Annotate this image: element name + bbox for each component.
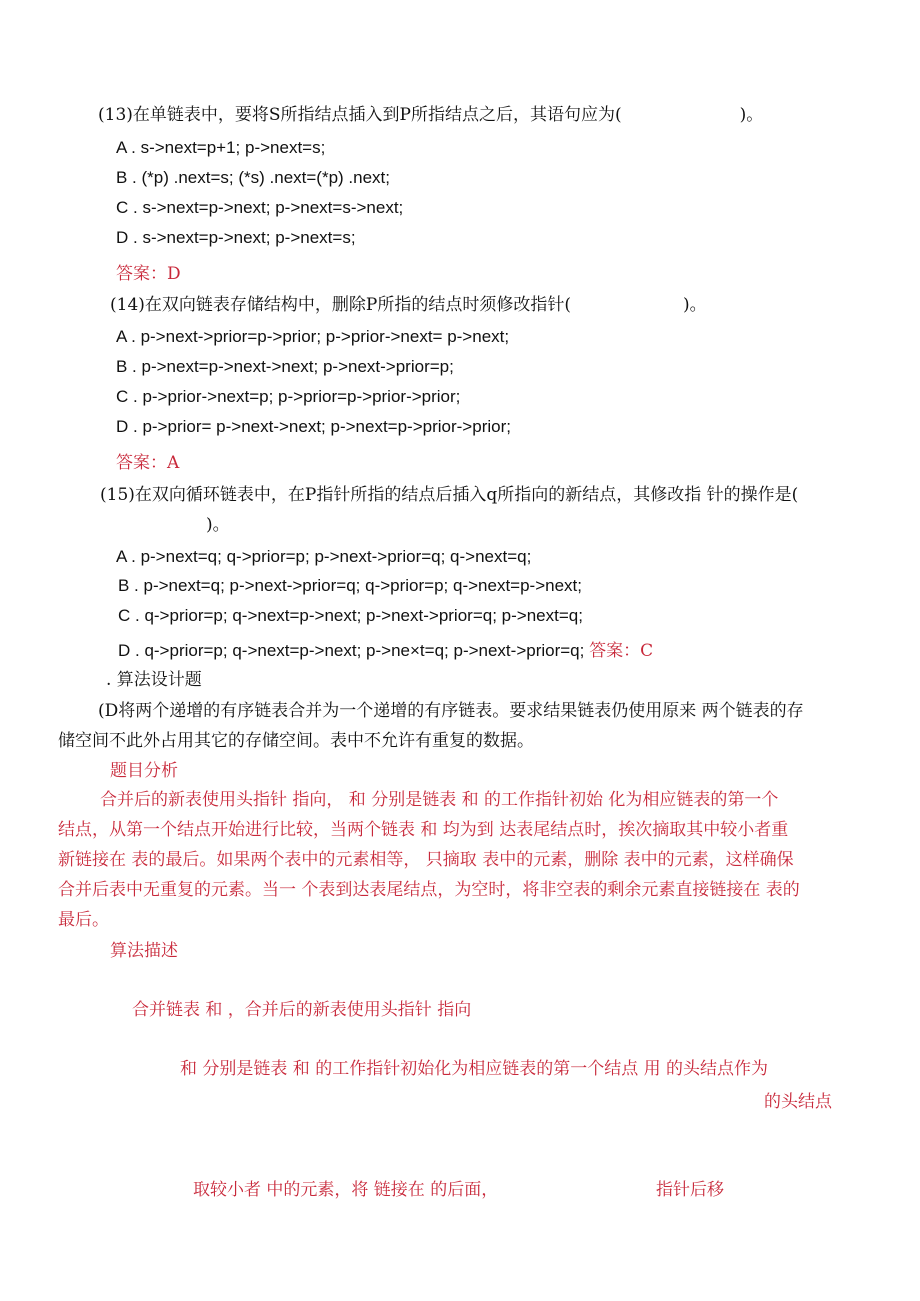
analysis-line-1: 合并后的新表使用头指针 指向， 和 分别是链表 和 的工作指针初始 化为相应链表的第一个 (100, 790, 779, 810)
analysis-line-4: 合并后表中无重复的元素。当一 个表到达表尾结点，为空时，将非空表的剩余元素直接链接在 表的 (58, 880, 800, 900)
q15-stem: (15)在双向循环链表中，在P指针所指的结点后插入q所指向的新结点，其修改指 针的操作是( (100, 485, 799, 505)
q13-stem-text: (13)在单链表中，要将S所指结点插入到P所指结点之后，其语句应为( (98, 105, 622, 125)
desc-line-1: 合并链表 和 ，合并后的新表使用头指针 指向 (132, 1000, 472, 1020)
section-heading: . 算法设计题 (106, 670, 202, 690)
q14-option-a: A . p->next->prior=p->prior; p->prior->next= p->next; (116, 327, 510, 346)
q14-option-d: D . p->prior= p->next->next; p->next=p->prior->prior; (116, 417, 511, 436)
analysis-line-2: 结点，从第一个结点开始进行比较，当两个链表 和 均为到 达表尾结点时，挨次摘取其中较小者重 (58, 820, 789, 840)
desc-line-2b: 的头结点 (764, 1092, 832, 1112)
q14-stem (110, 294, 707, 316)
q13-option-b: B . (*p) .next=s; (*s) .next=(*p) .next; (116, 168, 390, 187)
q15-option-a: A . p->next=q; q->prior=p; p->next->prior=q; q->next=q; (116, 547, 532, 566)
q14-stem-text: (14)在双向链表存储结构中，删除P所指的结点时须修改指针( (110, 295, 571, 315)
q13-stem-end: )。 (739, 105, 764, 125)
desc-line-3a: 取较小者 中的元素，将 链接在 的后面， (193, 1180, 499, 1200)
q13-answer: 答案：D (116, 264, 181, 284)
q15-option-d: D . q->prior=p; q->next=p->next; p->ne×t=q; p->next->prior=q; (118, 641, 585, 660)
q15-option-c: C . q->prior=p; q->next=p->next; p->next->prior=q; p->next=q; (118, 606, 583, 625)
q14-option-b: B . p->next=p->next->next; p->next->prior=p; (116, 357, 454, 376)
desc-line-3b: 指针后移 (656, 1180, 724, 1200)
desc-title: 算法描述 (110, 941, 178, 961)
q14-option-c: C . p->prior->next=p; p->prior=p->prior->prior; (116, 387, 461, 406)
q13-stem (98, 104, 763, 126)
q13-option-d: D . s->next=p->next; p->next=s; (116, 228, 356, 247)
q15-option-b: B . p->next=q; p->next->prior=q; q->prior=p; q->next=p->next; (118, 576, 582, 595)
desc-line-2a: 和 分别是链表 和 的工作指针初始化为相应链表的第一个结点 用 的头结点作为 (180, 1059, 769, 1079)
q15-answer: 答案：C (589, 641, 654, 661)
problem-line-1: (D将两个递增的有序链表合并为一个递增的有序链表。要求结果链表仍使用原来 两个链表的存 (98, 701, 804, 721)
q13-option-c: C . s->next=p->next; p->next=s->next; (116, 198, 404, 217)
analysis-line-5: 最后。 (58, 910, 109, 930)
analysis-line-3: 新链接在 表的最后。如果两个表中的元素相等， 只摘取 表中的元素，删除 表中的元素，这样确保 (58, 850, 794, 870)
q14-answer: 答案：A (116, 453, 180, 473)
q15-option-d-row (118, 640, 653, 662)
q15-stem-end: )。 (206, 515, 230, 535)
problem-line-2: 储空间不此外占用其它的存储空间。表中不允许有重复的数据。 (58, 731, 534, 751)
q13-option-a: A . s->next=p+1; p->next=s; (116, 138, 326, 157)
analysis-title: 题目分析 (110, 761, 178, 781)
q14-stem-end: )。 (682, 295, 707, 315)
